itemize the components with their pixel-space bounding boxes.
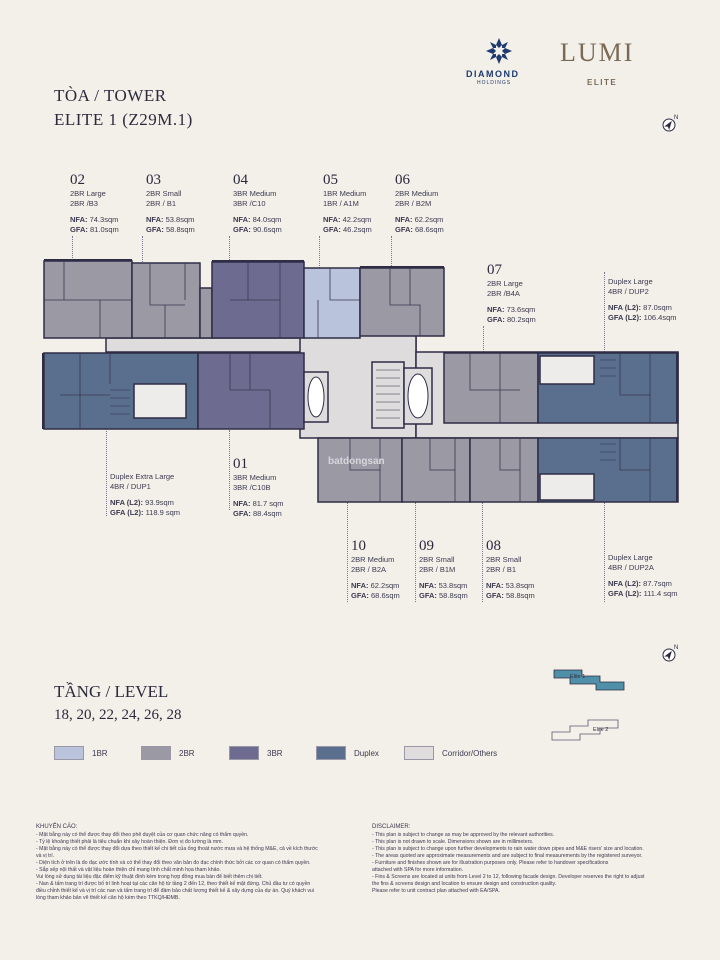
legend-swatch-duplex (316, 746, 346, 760)
unit-label-08: 08 2BR Small 2BR / B1 NFA: 53.8sqm GFA: 58.8sqm (486, 538, 535, 600)
legend-swatch-3br (229, 746, 259, 760)
legend-duplex: Duplex (316, 746, 379, 760)
legend-swatch-corridor (404, 746, 434, 760)
disclaimer-vi: KHUYẾN CÁO: - Mặt bằng này có thể được thay đổi theo phê duyệt của cơ quan chức năng có thẩm quyền. - Tỷ lệ khoảng thiết phải là tiêu chuẩn khi xây hoàn thiện. Đơn vị đo lường là mm. - Mặt bằng này có thể được thay đổi dựa theo thiết kế chi tiết của ống thoát nước mưa và hệ thống M&E, cả về kích thước và vị trí. - Diện tích ở trên là đo đạc ước tính và có thể thay đổi theo văn bản đo đạc chính thức bởi các cơ quan có thẩm quyền. - Sắp xếp nội thất và vật liệu hoàn thiện chỉ mang tính chất minh họa tham khảo. Vui lòng sử dụng tài liệu đặc điểm kỹ thuật đính kèm trong hợp đồng mua bán để biết thêm chi tiết. - Nan & tấm trang trí được bố trí linh hoạt tại các căn hộ từ tầng 2 đến 12, theo thiết kế mặt đứng. Chủ đầu tư có quyền điều chỉnh thiết kế và vị trí các nan và tấm trang trí để đảm bảo chất lượng thiết kế & xây dựng của dự án. Quý khách vui lòng tham khảo bản vẽ thiết kế căn hộ kèm theo TTKQ/HĐMB. (36, 824, 318, 901)
unit-03 (132, 263, 200, 338)
unit-03-ext (200, 288, 212, 338)
legend-2br: 2BR (141, 746, 195, 760)
unit-label-03: 03 2BR Small 2BR / B1 NFA: 53.8sqm GFA: 58.8sqm (146, 172, 195, 234)
legend-1br: 1BR (54, 746, 108, 760)
lumi-sub: ELITE (587, 78, 618, 87)
unit-05 (304, 268, 360, 338)
unit-label-10: 10 2BR Medium 2BR / B2A NFA: 62.2sqm GFA: 68.6sqm (351, 538, 400, 600)
level-title: TẦNG / LEVEL (54, 682, 169, 701)
unit-06 (360, 268, 444, 336)
unit-dup1-balcony (134, 384, 186, 418)
keyplan-elite1-label: Elite 1 (570, 674, 586, 680)
watermark: batdongsan (328, 456, 385, 467)
unit-02 (44, 261, 132, 338)
key-plan (540, 656, 650, 756)
unit-label-06: 06 2BR Medium 2BR / B2M NFA: 62.2sqm GFA: 68.6sqm (395, 172, 444, 234)
unit-label-05: 05 1BR Medium 1BR / A1M NFA: 42.2sqm GFA: 46.2sqm (323, 172, 372, 234)
unit-dup2a-balcony (540, 474, 594, 500)
unit-label-dup2: Duplex Large 4BR / DUP2 NFA (L2): 87.0sqm GFA (L2): 106.4sqm (608, 277, 677, 322)
legend-swatch-1br (54, 746, 84, 760)
unit-07 (444, 353, 538, 423)
disclaimer-en: DISCLAIMER: - This plan is subject to change as may be approved by the relevant authorities. - This plan is not drawn to scale. Dimensions shown are in millimeters. - This plan is subject to change upon further developments to rain water down pipes and M&E risers' size and location. - The areas quoted are approximate measurements and are subject to final measurements by the registered surveyor. - Furniture and finishes shown are for illustration purposes only. Please refer to handover specifications attached with SPA for more information. - Fins & Screens are located at units from Level 2 to 12, following facade design. Developer reserves the right to adjust the fins & screens design and location to ensure design and construction quality. Please refer to unit contract plan attached with EA/SPA. (372, 824, 645, 894)
level-values: 18, 20, 22, 24, 26, 28 (54, 707, 182, 723)
diamond-sub: HOLDINGS (477, 80, 512, 86)
unit-label-dup1: Duplex Extra Large 4BR / DUP1 NFA (L2): 93.9sqm GFA (L2): 118.9 sqm (110, 472, 181, 517)
svg-text:N: N (674, 645, 679, 651)
tower-title-line1: TÒA / TOWER (54, 86, 167, 105)
lift-icon (308, 377, 324, 417)
unit-01 (198, 353, 304, 429)
legend-swatch-2br (141, 746, 171, 760)
unit-label-dup2a: Duplex Large 4BR / DUP2A NFA (L2): 87.7sqm GFA (L2): 111.4 sqm (608, 553, 678, 598)
unit-label-01: 01 3BR Medium 3BR /C10B NFA: 81.7 sqm GFA: 88.4sqm (233, 456, 284, 518)
legend-3br: 3BR (229, 746, 283, 760)
lift-icon (408, 374, 428, 418)
unit-label-04: 04 3BR Medium 3BR /C10 NFA: 84.0sqm GFA: 90.6sqm (233, 172, 282, 234)
lumi-name: LUMI (560, 38, 635, 67)
diamond-name: DIAMOND (466, 69, 520, 79)
svg-text:N: N (674, 115, 679, 121)
keyplan-elite2-label: Elite 2 (593, 727, 609, 733)
unit-label-07: 07 2BR Large 2BR /B4A NFA: 73.6sqm GFA: 80.2sqm (487, 262, 536, 324)
tower-title-line2: ELITE 1 (Z29M.1) (54, 110, 193, 129)
unit-label-09: 09 2BR Small 2BR / B1M NFA: 53.8sqm GFA: 58.8sqm (419, 538, 468, 600)
unit-label-02: 02 2BR Large 2BR /B3 NFA: 74.3sqm GFA: 81.0sqm (70, 172, 119, 234)
unit-dup2-balcony (540, 356, 594, 384)
legend-corridor: Corridor/Others (404, 746, 497, 760)
